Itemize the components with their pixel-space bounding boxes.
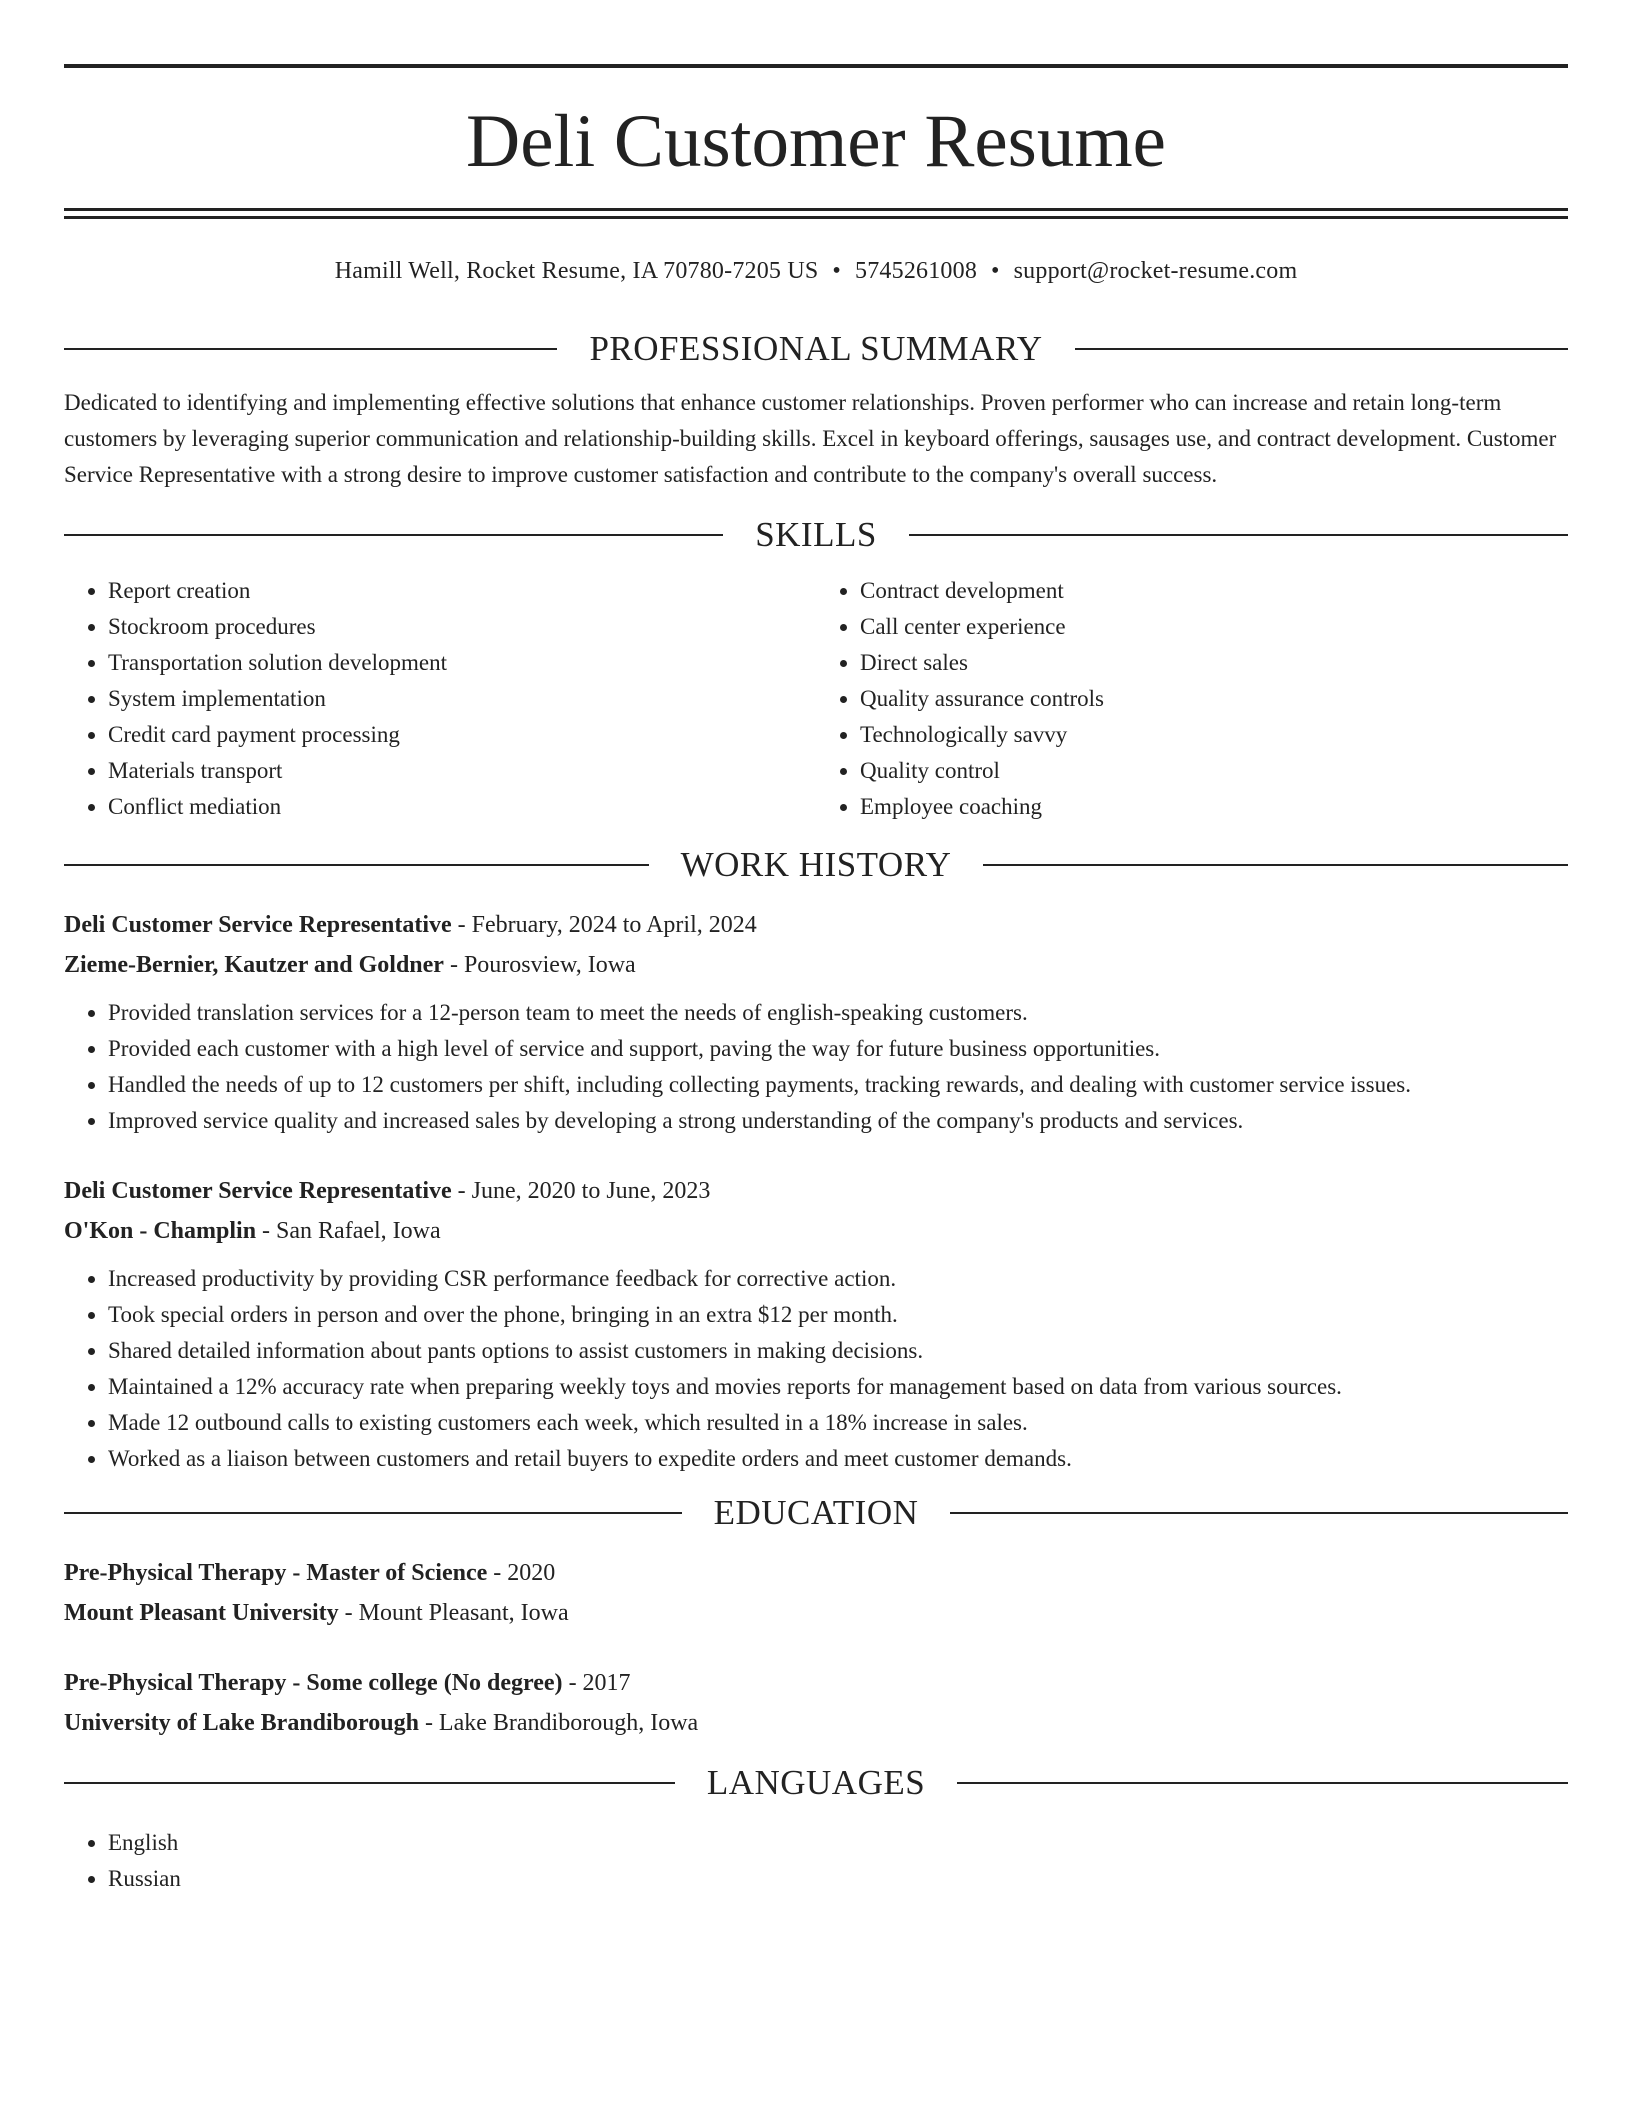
job-title: Deli Customer Service Representative [64, 912, 452, 938]
contact-email: support@rocket-resume.com [1013, 258, 1298, 284]
skill-item: • Call center experience [860, 609, 1568, 645]
job-bullet: • Provided each customer with a high level of service and support, paving the way for future business opportunities. [108, 1031, 1568, 1067]
skill-item: • Quality control [860, 753, 1568, 789]
work-entry [64, 905, 1568, 1139]
job-location: - San Rafael, Iowa [256, 1218, 441, 1244]
contact-phone: 5745261008 [855, 258, 978, 284]
job-bullets [64, 995, 1568, 1139]
summary-text: Dedicated to identifying and implementing effective solutions that enhance customer relationships. Proven performer who can increase and retain long-term customers by leveraging superior communication and relationship-building skills. Excel in keyboard offerings, sausages use, and contract development. Customer Service Representative with a strong desire to improve customer satisfaction and contribute to the company's overall success. [64, 390, 1557, 487]
degree: Pre-Physical Therapy - Master of Science [64, 1560, 488, 1586]
degree-year: - 2017 [562, 1670, 631, 1696]
skill-item: • Conflict mediation [108, 789, 816, 825]
job-bullet: • Maintained a 12% accuracy rate when preparing weekly toys and movies reports for management based on data from various sources. [108, 1369, 1568, 1405]
skills-heading: SKILLS [755, 515, 877, 554]
job-bullet: • Made 12 outbound calls to existing customers each week, which resulted in a 18% increase in sales. [108, 1405, 1568, 1441]
job-title-line [64, 905, 1568, 945]
school: Mount Pleasant University [64, 1600, 339, 1626]
language-item: • English [108, 1825, 1568, 1861]
summary-section-header [64, 329, 1568, 369]
work-heading: WORK HISTORY [680, 845, 952, 884]
contact-address: Hamill Well, Rocket Resume, IA 70780-7205 US [334, 258, 819, 284]
job-bullet: • Took special orders in person and over the phone, bringing in an extra $12 per month. [108, 1297, 1568, 1333]
job-company: Zieme-Bernier, Kautzer and Goldner [64, 952, 444, 978]
job-bullet: • Worked as a liaison between customers and retail buyers to expedite orders and meet customer demands. [108, 1441, 1568, 1477]
education-entry [64, 1663, 1568, 1743]
skills-column-right [816, 573, 1568, 825]
school-location: - Mount Pleasant, Iowa [338, 1600, 569, 1626]
job-bullet: • Provided translation services for a 12-person team to meet the needs of english-speaking customers. [108, 995, 1568, 1031]
languages-section-header [64, 1763, 1568, 1803]
skill-item: • Report creation [108, 573, 816, 609]
title-double-rule [64, 208, 1568, 219]
skill-item: • Transportation solution development [108, 645, 816, 681]
skill-item: • Contract development [860, 573, 1568, 609]
languages-heading: LANGUAGES [706, 1763, 926, 1802]
skills-column-left [64, 573, 816, 825]
languages-list [64, 1825, 1568, 1897]
language-item: • Russian [108, 1861, 1568, 1897]
job-title-line [64, 1171, 1568, 1211]
top-rule [64, 64, 1568, 68]
job-location: - Pourosview, Iowa [443, 952, 636, 978]
skill-item: • Technologically savvy [860, 717, 1568, 753]
contact-separator: • [832, 258, 842, 284]
skills-section-header [64, 515, 1568, 555]
skill-item: • System implementation [108, 681, 816, 717]
skill-item: • Stockroom procedures [108, 609, 816, 645]
job-bullet: • Shared detailed information about pants options to assist customers in making decisions. [108, 1333, 1568, 1369]
contact-separator: • [991, 258, 1000, 284]
skill-item: • Direct sales [860, 645, 1568, 681]
job-bullet: • Improved service quality and increased sales by developing a strong understanding of the company's products and services. [108, 1103, 1568, 1139]
skill-item: • Quality assurance controls [860, 681, 1568, 717]
degree: Pre-Physical Therapy - Some college (No degree) [64, 1670, 563, 1696]
skill-item: • Credit card payment processing [108, 717, 816, 753]
education-entry [64, 1553, 1568, 1633]
resume-page [64, 64, 1568, 1897]
skills-list [64, 573, 1568, 825]
work-entry [64, 1171, 1568, 1477]
school-line [64, 1593, 1568, 1633]
job-bullet: • Handled the needs of up to 12 customers per shift, including collecting payments, tracking rewards, and dealing with customer service issues. [108, 1067, 1568, 1103]
school: University of Lake Brandiborough [64, 1710, 419, 1736]
skill-item: • Employee coaching [860, 789, 1568, 825]
job-company-line [64, 945, 1568, 985]
summary-heading: PROFESSIONAL SUMMARY [589, 329, 1043, 368]
degree-line [64, 1553, 1568, 1593]
education-heading: EDUCATION [713, 1493, 919, 1532]
school-line [64, 1703, 1568, 1743]
degree-line [64, 1663, 1568, 1703]
education-section-header [64, 1493, 1568, 1533]
skill-item: • Materials transport [108, 753, 816, 789]
job-company-line [64, 1211, 1568, 1251]
school-location: - Lake Brandiborough, Iowa [418, 1710, 699, 1736]
page-title: Deli Customer Resume [466, 100, 1166, 183]
job-bullet: • Increased productivity by providing CSR performance feedback for corrective action. [108, 1261, 1568, 1297]
job-dates: - June, 2020 to June, 2023 [451, 1178, 711, 1204]
job-company: O'Kon - Champlin [64, 1218, 257, 1244]
contact-line [64, 255, 1568, 287]
job-title: Deli Customer Service Representative [64, 1178, 452, 1204]
degree-year: - 2020 [487, 1560, 556, 1586]
job-dates: - February, 2024 to April, 2024 [451, 912, 757, 938]
work-section-header [64, 845, 1568, 885]
job-bullets [64, 1261, 1568, 1477]
